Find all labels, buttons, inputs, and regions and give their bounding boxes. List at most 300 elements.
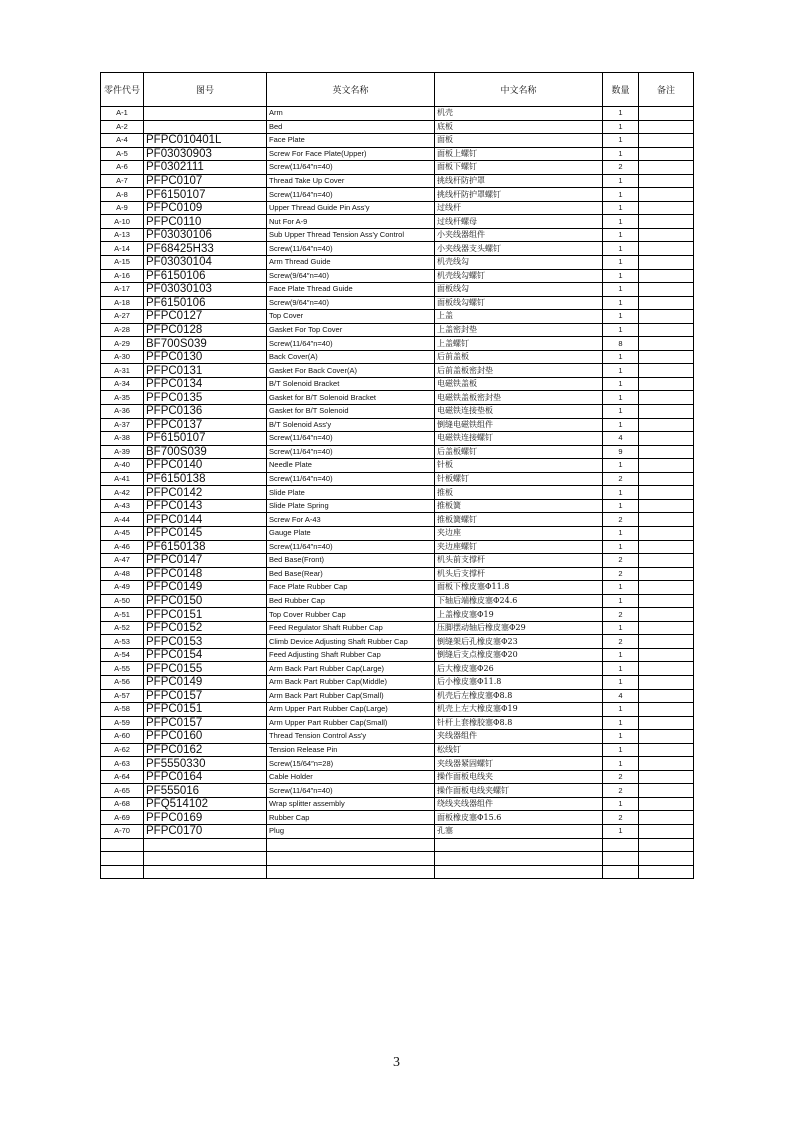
row-part-no: PF6150107 bbox=[144, 188, 267, 202]
header-qty: 数量 bbox=[603, 73, 639, 107]
row-part-no: PFPC0151 bbox=[144, 608, 267, 622]
row-chinese-name: 面板线勾 bbox=[435, 283, 603, 297]
row-english-name: Upper Thread Guide Pin Ass'y bbox=[267, 201, 435, 215]
table-row bbox=[101, 147, 694, 161]
row-code: A-62 bbox=[101, 743, 144, 757]
row-chinese-name: 电磁铁盖板 bbox=[435, 377, 603, 391]
row-quantity: 2 bbox=[603, 513, 639, 527]
row-part-no: PFPC0136 bbox=[144, 405, 267, 419]
row-part-no: PFPC0164 bbox=[144, 770, 267, 784]
row-quantity: 1 bbox=[603, 662, 639, 676]
row-code: A-68 bbox=[101, 797, 144, 811]
row-chinese-name: 挑线杆防护罩螺钉 bbox=[435, 188, 603, 202]
row-code: A-39 bbox=[101, 445, 144, 459]
row-code: A-5 bbox=[101, 147, 144, 161]
row-remark bbox=[639, 377, 694, 391]
row-chinese-name: 推板簧螺钉 bbox=[435, 513, 603, 527]
row-part-no: PFPC0152 bbox=[144, 621, 267, 635]
row-part-no: PFQ514102 bbox=[144, 797, 267, 811]
row-quantity: 1 bbox=[603, 364, 639, 378]
row-english-name: Gasket For Back Cover(A) bbox=[267, 364, 435, 378]
row-remark bbox=[639, 811, 694, 825]
table-row bbox=[101, 621, 694, 635]
row-quantity: 1 bbox=[603, 283, 639, 297]
row-remark bbox=[639, 432, 694, 446]
table-row bbox=[101, 608, 694, 622]
row-chinese-name: 机壳线勾 bbox=[435, 256, 603, 270]
table-row bbox=[101, 188, 694, 202]
row-remark bbox=[639, 310, 694, 324]
table-row bbox=[101, 269, 694, 283]
row-quantity: 1 bbox=[603, 716, 639, 730]
table-body bbox=[101, 107, 694, 879]
row-part-no: PFPC0143 bbox=[144, 499, 267, 513]
row-remark bbox=[639, 621, 694, 635]
row-english-name: Back Cover(A) bbox=[267, 350, 435, 364]
table-row bbox=[101, 824, 694, 838]
row-remark bbox=[639, 743, 694, 757]
row-part-no: PFPC0134 bbox=[144, 377, 267, 391]
row-remark bbox=[639, 716, 694, 730]
row-code: A-46 bbox=[101, 540, 144, 554]
row-code: A-2 bbox=[101, 120, 144, 134]
row-part-no: PFPC010401L bbox=[144, 134, 267, 148]
row-part-no: PF6150106 bbox=[144, 269, 267, 283]
table-row bbox=[101, 256, 694, 270]
row-quantity: 2 bbox=[603, 608, 639, 622]
row-english-name: Thread Tension Control Ass'y bbox=[267, 730, 435, 744]
row-part-no: PFPC0149 bbox=[144, 675, 267, 689]
row-quantity: 1 bbox=[603, 486, 639, 500]
row-quantity: 1 bbox=[603, 405, 639, 419]
row-english-name: Arm Upper Part Rubber Cap(Small) bbox=[267, 716, 435, 730]
row-remark bbox=[639, 228, 694, 242]
row-quantity: 2 bbox=[603, 811, 639, 825]
row-quantity bbox=[603, 838, 639, 852]
row-english-name bbox=[267, 865, 435, 879]
row-english-name bbox=[267, 838, 435, 852]
row-quantity: 1 bbox=[603, 824, 639, 838]
table-row bbox=[101, 689, 694, 703]
row-english-name: Feed Regulator Shaft Rubber Cap bbox=[267, 621, 435, 635]
parts-table bbox=[100, 72, 694, 879]
row-quantity: 1 bbox=[603, 350, 639, 364]
row-part-no: PFPC0157 bbox=[144, 689, 267, 703]
table-row bbox=[101, 838, 694, 852]
table-row bbox=[101, 499, 694, 513]
row-code: A-29 bbox=[101, 337, 144, 351]
table-row bbox=[101, 486, 694, 500]
row-chinese-name: 倒缝架后孔橡皮塞Φ23 bbox=[435, 635, 603, 649]
row-code: A-10 bbox=[101, 215, 144, 229]
row-part-no: PF03030903 bbox=[144, 147, 267, 161]
row-quantity: 1 bbox=[603, 256, 639, 270]
row-quantity: 2 bbox=[603, 784, 639, 798]
row-chinese-name: 面板下橡皮塞Φ11.8 bbox=[435, 581, 603, 595]
row-chinese-name: 面板上螺钉 bbox=[435, 147, 603, 161]
row-remark bbox=[639, 256, 694, 270]
row-english-name: Climb Device Adjusting Shaft Rubber Cap bbox=[267, 635, 435, 649]
header-remark: 备注 bbox=[639, 73, 694, 107]
row-quantity: 1 bbox=[603, 703, 639, 717]
table-row bbox=[101, 350, 694, 364]
row-quantity: 1 bbox=[603, 526, 639, 540]
table-row bbox=[101, 161, 694, 175]
table-row bbox=[101, 201, 694, 215]
row-quantity: 9 bbox=[603, 445, 639, 459]
row-chinese-name bbox=[435, 838, 603, 852]
row-code: A-58 bbox=[101, 703, 144, 717]
row-code: A-47 bbox=[101, 554, 144, 568]
row-remark bbox=[639, 594, 694, 608]
table-row bbox=[101, 743, 694, 757]
row-part-no: PFPC0170 bbox=[144, 824, 267, 838]
row-chinese-name: 小夹线器支头螺钉 bbox=[435, 242, 603, 256]
row-part-no bbox=[144, 865, 267, 879]
row-chinese-name: 倒缝后支点橡皮塞Φ20 bbox=[435, 648, 603, 662]
row-quantity: 1 bbox=[603, 120, 639, 134]
row-code: A-60 bbox=[101, 730, 144, 744]
row-chinese-name: 机头后支撑杆 bbox=[435, 567, 603, 581]
table-row bbox=[101, 513, 694, 527]
row-remark bbox=[639, 554, 694, 568]
header-chinese: 中文名称 bbox=[435, 73, 603, 107]
row-chinese-name bbox=[435, 852, 603, 866]
row-code: A-37 bbox=[101, 418, 144, 432]
row-chinese-name: 挑线杆防护罩 bbox=[435, 174, 603, 188]
row-code: A-45 bbox=[101, 526, 144, 540]
row-chinese-name: 面板橡皮塞Φ15.6 bbox=[435, 811, 603, 825]
row-remark bbox=[639, 201, 694, 215]
row-quantity: 1 bbox=[603, 215, 639, 229]
row-english-name: Tension Release Pin bbox=[267, 743, 435, 757]
row-english-name: Screw(11/64″n=40) bbox=[267, 188, 435, 202]
row-code: A-31 bbox=[101, 364, 144, 378]
table-row bbox=[101, 635, 694, 649]
row-english-name: Screw(11/64″n=40) bbox=[267, 161, 435, 175]
row-code: A-9 bbox=[101, 201, 144, 215]
row-code: A-40 bbox=[101, 459, 144, 473]
row-code: A-34 bbox=[101, 377, 144, 391]
table-row bbox=[101, 283, 694, 297]
table-row bbox=[101, 675, 694, 689]
row-code: A-6 bbox=[101, 161, 144, 175]
row-code bbox=[101, 852, 144, 866]
row-code: A-63 bbox=[101, 757, 144, 771]
row-chinese-name: 针杆上套橡胶塞Φ8.8 bbox=[435, 716, 603, 730]
row-part-no: PFPC0147 bbox=[144, 554, 267, 568]
row-remark bbox=[639, 675, 694, 689]
page-number: 3 bbox=[393, 1055, 400, 1070]
row-english-name: Slide Plate Spring bbox=[267, 499, 435, 513]
row-chinese-name: 绕线夹线器组件 bbox=[435, 797, 603, 811]
table-row bbox=[101, 174, 694, 188]
row-code: A-4 bbox=[101, 134, 144, 148]
row-chinese-name: 推板 bbox=[435, 486, 603, 500]
table-row bbox=[101, 364, 694, 378]
row-chinese-name: 底板 bbox=[435, 120, 603, 134]
row-quantity: 1 bbox=[603, 540, 639, 554]
row-chinese-name: 机头前支撑杆 bbox=[435, 554, 603, 568]
row-part-no: PFPC0149 bbox=[144, 581, 267, 595]
table-row bbox=[101, 215, 694, 229]
row-chinese-name: 后前盖板 bbox=[435, 350, 603, 364]
row-remark bbox=[639, 459, 694, 473]
row-code: A-14 bbox=[101, 242, 144, 256]
row-quantity: 1 bbox=[603, 323, 639, 337]
table-row bbox=[101, 323, 694, 337]
row-quantity: 1 bbox=[603, 757, 639, 771]
row-part-no: PF555016 bbox=[144, 784, 267, 798]
row-code: A-42 bbox=[101, 486, 144, 500]
row-part-no: PFPC0154 bbox=[144, 648, 267, 662]
row-quantity: 1 bbox=[603, 797, 639, 811]
row-remark bbox=[639, 662, 694, 676]
row-chinese-name: 上盖密封垫 bbox=[435, 323, 603, 337]
row-code: A-17 bbox=[101, 283, 144, 297]
row-quantity: 1 bbox=[603, 310, 639, 324]
row-part-no: PF03030104 bbox=[144, 256, 267, 270]
table-row bbox=[101, 120, 694, 134]
row-chinese-name: 夹线器组件 bbox=[435, 730, 603, 744]
row-code bbox=[101, 865, 144, 879]
row-remark bbox=[639, 730, 694, 744]
row-remark bbox=[639, 337, 694, 351]
row-code: A-27 bbox=[101, 310, 144, 324]
row-part-no: PFPC0140 bbox=[144, 459, 267, 473]
row-part-no bbox=[144, 107, 267, 121]
row-english-name: Screw For Face Plate(Upper) bbox=[267, 147, 435, 161]
table-row bbox=[101, 391, 694, 405]
row-code: A-8 bbox=[101, 188, 144, 202]
row-chinese-name: 下轴后端橡皮塞Φ24.6 bbox=[435, 594, 603, 608]
row-english-name: Cable Holder bbox=[267, 770, 435, 784]
row-english-name: Screw(9/64″n=40) bbox=[267, 269, 435, 283]
row-english-name: Screw(11/64″n=40) bbox=[267, 472, 435, 486]
row-quantity: 1 bbox=[603, 201, 639, 215]
row-code: A-13 bbox=[101, 228, 144, 242]
row-remark bbox=[639, 242, 694, 256]
row-part-no: PF6150138 bbox=[144, 540, 267, 554]
row-part-no: PFPC0162 bbox=[144, 743, 267, 757]
table-row bbox=[101, 445, 694, 459]
row-quantity: 1 bbox=[603, 188, 639, 202]
row-chinese-name: 夹边座 bbox=[435, 526, 603, 540]
row-remark bbox=[639, 134, 694, 148]
table-row bbox=[101, 296, 694, 310]
row-chinese-name: 松线钉 bbox=[435, 743, 603, 757]
row-part-no: BF700S039 bbox=[144, 445, 267, 459]
row-part-no: BF700S039 bbox=[144, 337, 267, 351]
table-row bbox=[101, 405, 694, 419]
row-part-no: PF03030106 bbox=[144, 228, 267, 242]
row-english-name: Screw(11/64″n=40) bbox=[267, 242, 435, 256]
row-chinese-name: 电磁铁盖板密封垫 bbox=[435, 391, 603, 405]
row-code: A-70 bbox=[101, 824, 144, 838]
row-code: A-43 bbox=[101, 499, 144, 513]
row-chinese-name: 后前盖板密封垫 bbox=[435, 364, 603, 378]
table-row bbox=[101, 540, 694, 554]
row-english-name: Arm Back Part Rubber Cap(Large) bbox=[267, 662, 435, 676]
row-code: A-54 bbox=[101, 648, 144, 662]
row-chinese-name: 压脚摆动轴后橡皮塞Φ29 bbox=[435, 621, 603, 635]
row-english-name: Wrap splitter assembly bbox=[267, 797, 435, 811]
row-english-name: Arm Thread Guide bbox=[267, 256, 435, 270]
row-remark bbox=[639, 405, 694, 419]
row-quantity: 1 bbox=[603, 228, 639, 242]
row-quantity: 2 bbox=[603, 770, 639, 784]
row-quantity bbox=[603, 852, 639, 866]
row-remark bbox=[639, 188, 694, 202]
row-code: A-51 bbox=[101, 608, 144, 622]
row-english-name: Nut For A-9 bbox=[267, 215, 435, 229]
row-code: A-16 bbox=[101, 269, 144, 283]
row-english-name: Gasket for B/T Solenoid Bracket bbox=[267, 391, 435, 405]
table-row bbox=[101, 459, 694, 473]
row-remark bbox=[639, 635, 694, 649]
row-remark bbox=[639, 513, 694, 527]
row-chinese-name: 电磁铁连接垫板 bbox=[435, 405, 603, 419]
row-chinese-name: 倒缝电磁铁组件 bbox=[435, 418, 603, 432]
table-row bbox=[101, 770, 694, 784]
table-row bbox=[101, 107, 694, 121]
row-quantity: 2 bbox=[603, 161, 639, 175]
row-code: A-18 bbox=[101, 296, 144, 310]
row-english-name: Slide Plate bbox=[267, 486, 435, 500]
row-quantity: 1 bbox=[603, 675, 639, 689]
row-part-no: PF5550330 bbox=[144, 757, 267, 771]
row-chinese-name: 夹线器紧固螺钉 bbox=[435, 757, 603, 771]
row-part-no: PF6150106 bbox=[144, 296, 267, 310]
header-row bbox=[101, 73, 694, 107]
row-english-name: Feed Adjusting Shaft Rubber Cap bbox=[267, 648, 435, 662]
row-chinese-name: 过线杆 bbox=[435, 201, 603, 215]
row-code: A-56 bbox=[101, 675, 144, 689]
row-chinese-name: 操作面板电线夹 bbox=[435, 770, 603, 784]
row-chinese-name: 后大橡皮塞Φ26 bbox=[435, 662, 603, 676]
row-part-no: PF0302111 bbox=[144, 161, 267, 175]
row-english-name: Screw(11/64″n=40) bbox=[267, 432, 435, 446]
row-part-no: PFPC0130 bbox=[144, 350, 267, 364]
row-english-name: Thread Take Up Cover bbox=[267, 174, 435, 188]
row-code: A-44 bbox=[101, 513, 144, 527]
row-english-name: Arm Upper Part Rubber Cap(Large) bbox=[267, 703, 435, 717]
row-part-no: PFPC0107 bbox=[144, 174, 267, 188]
table-row bbox=[101, 852, 694, 866]
row-remark bbox=[639, 107, 694, 121]
row-chinese-name: 机壳上左大橡皮塞Φ19 bbox=[435, 703, 603, 717]
table-row bbox=[101, 418, 694, 432]
row-english-name: Screw(11/64″n=40) bbox=[267, 337, 435, 351]
row-part-no: PFPC0142 bbox=[144, 486, 267, 500]
row-quantity: 2 bbox=[603, 472, 639, 486]
row-remark bbox=[639, 350, 694, 364]
row-english-name: B/T Solenoid Ass'y bbox=[267, 418, 435, 432]
row-code: A-41 bbox=[101, 472, 144, 486]
row-english-name: Screw(11/64″n=40) bbox=[267, 445, 435, 459]
row-english-name: Top Cover bbox=[267, 310, 435, 324]
table-row bbox=[101, 703, 694, 717]
row-english-name: Arm Back Part Rubber Cap(Small) bbox=[267, 689, 435, 703]
row-remark bbox=[639, 648, 694, 662]
row-quantity: 1 bbox=[603, 648, 639, 662]
header-part-no: 图号 bbox=[144, 73, 267, 107]
row-english-name: Sub Upper Thread Tension Ass'y Control bbox=[267, 228, 435, 242]
table-row bbox=[101, 648, 694, 662]
row-code: A-36 bbox=[101, 405, 144, 419]
row-chinese-name: 机壳 bbox=[435, 107, 603, 121]
table-row bbox=[101, 865, 694, 879]
row-english-name: Bed Base(Front) bbox=[267, 554, 435, 568]
row-chinese-name: 面板下螺钉 bbox=[435, 161, 603, 175]
row-remark bbox=[639, 161, 694, 175]
row-chinese-name: 推板簧 bbox=[435, 499, 603, 513]
table-row bbox=[101, 432, 694, 446]
table-row bbox=[101, 472, 694, 486]
row-remark bbox=[639, 445, 694, 459]
table-row bbox=[101, 757, 694, 771]
row-remark bbox=[639, 703, 694, 717]
row-part-no: PFPC0145 bbox=[144, 526, 267, 540]
row-english-name: Face Plate Thread Guide bbox=[267, 283, 435, 297]
row-english-name: B/T Solenoid Bracket bbox=[267, 377, 435, 391]
table-row bbox=[101, 581, 694, 595]
row-quantity: 1 bbox=[603, 296, 639, 310]
row-quantity: 1 bbox=[603, 107, 639, 121]
row-part-no: PFPC0128 bbox=[144, 323, 267, 337]
table-row bbox=[101, 716, 694, 730]
row-chinese-name bbox=[435, 865, 603, 879]
row-chinese-name: 小夹线器组件 bbox=[435, 228, 603, 242]
row-code: A-38 bbox=[101, 432, 144, 446]
row-chinese-name: 针板 bbox=[435, 459, 603, 473]
header-english: 英文名称 bbox=[267, 73, 435, 107]
row-part-no: PFPC0127 bbox=[144, 310, 267, 324]
row-part-no: PF68425H33 bbox=[144, 242, 267, 256]
row-part-no: PFPC0131 bbox=[144, 364, 267, 378]
row-part-no bbox=[144, 838, 267, 852]
row-part-no: PFPC0169 bbox=[144, 811, 267, 825]
row-remark bbox=[639, 567, 694, 581]
row-chinese-name: 机壳线勾螺钉 bbox=[435, 269, 603, 283]
table-row bbox=[101, 784, 694, 798]
row-quantity: 1 bbox=[603, 418, 639, 432]
row-quantity: 1 bbox=[603, 134, 639, 148]
row-code: A-69 bbox=[101, 811, 144, 825]
row-chinese-name: 上盖螺钉 bbox=[435, 337, 603, 351]
row-quantity: 2 bbox=[603, 635, 639, 649]
row-remark bbox=[639, 147, 694, 161]
row-english-name: Arm bbox=[267, 107, 435, 121]
row-code: A-53 bbox=[101, 635, 144, 649]
row-quantity: 1 bbox=[603, 269, 639, 283]
row-part-no: PF6150107 bbox=[144, 432, 267, 446]
row-code: A-50 bbox=[101, 594, 144, 608]
table-row bbox=[101, 730, 694, 744]
row-part-no: PFPC0137 bbox=[144, 418, 267, 432]
row-english-name: Bed Base(Rear) bbox=[267, 567, 435, 581]
row-code: A-7 bbox=[101, 174, 144, 188]
row-english-name: Needle Plate bbox=[267, 459, 435, 473]
row-quantity: 1 bbox=[603, 174, 639, 188]
row-chinese-name: 上盖 bbox=[435, 310, 603, 324]
row-code: A-48 bbox=[101, 567, 144, 581]
row-english-name: Plug bbox=[267, 824, 435, 838]
row-english-name: Screw(11/64″n=40) bbox=[267, 784, 435, 798]
row-chinese-name: 操作面板电线夹螺钉 bbox=[435, 784, 603, 798]
row-remark bbox=[639, 418, 694, 432]
row-remark bbox=[639, 852, 694, 866]
